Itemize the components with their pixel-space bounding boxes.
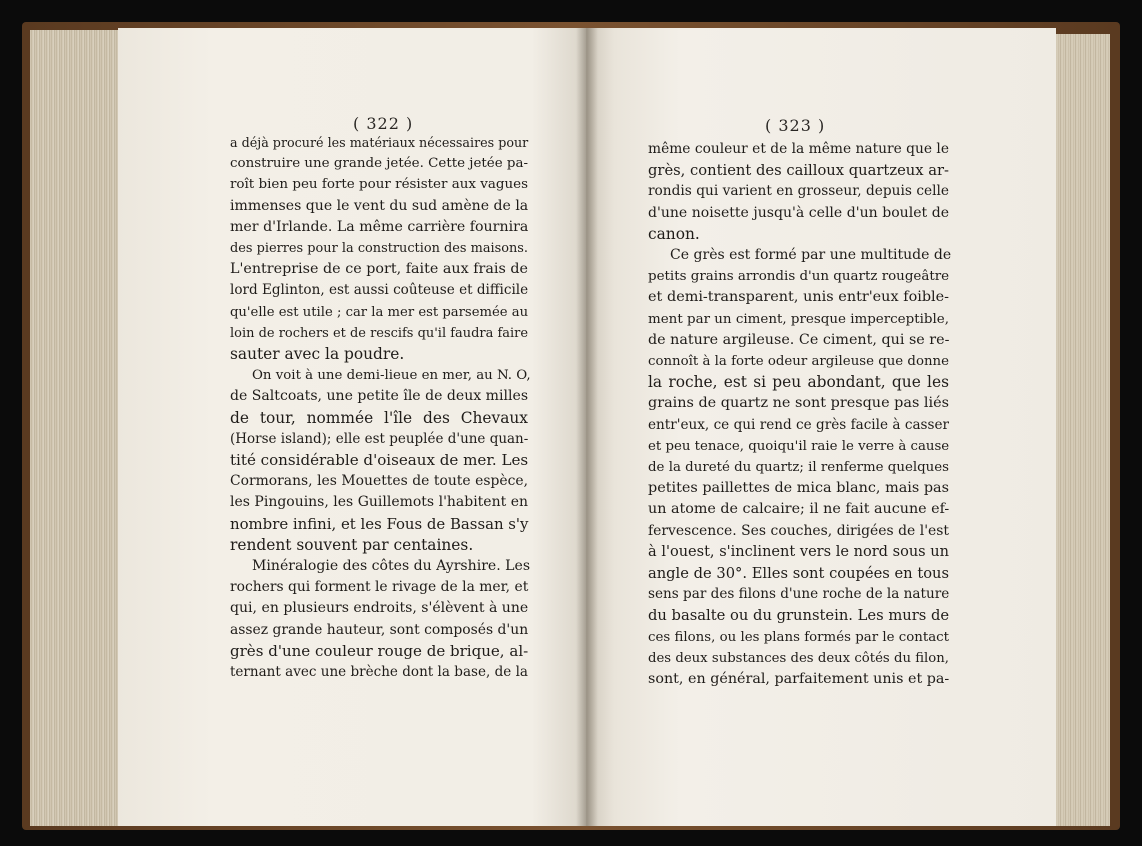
- text-line: qu'elle est utile ; car la mer est parsemée au: [230, 304, 529, 320]
- text-line: grès d'une couleur rouge de brique, al-: [230, 641, 529, 660]
- text-line: On voit à une demi-lieue en mer, au N. O,: [252, 368, 531, 384]
- text-line: Minéralogie des côtes du Ayrshire. Les: [252, 558, 531, 575]
- text-line: de nature argileuse. Ce ciment, qui se re-: [648, 331, 950, 348]
- text-line: assez grande hauteur, sont composés d'un: [230, 621, 529, 638]
- text-line: tité considérable d'oiseaux de mer. Les: [230, 451, 529, 470]
- text-line: Cormorans, les Mouettes de toute espèce,: [230, 473, 528, 490]
- right-page-number: ( 323 ): [765, 116, 826, 135]
- right-page-text: [648, 139, 952, 690]
- text-line: des deux substances des deux côtés du filon,: [648, 650, 949, 666]
- text-line: qui, en plusieurs endroits, s'élèvent à une: [230, 600, 529, 617]
- text-line: de la dureté du quartz; il renferme quelques: [648, 460, 949, 476]
- text-line: rochers qui forment le rivage de la mer, et: [230, 579, 529, 596]
- text-line: connoît à la forte odeur argileuse que donne: [648, 354, 949, 370]
- right-page-edges: [1050, 34, 1110, 826]
- text-line: canon.: [648, 224, 700, 243]
- text-line: lord Eglinton, est aussi coûteuse et difficile: [230, 282, 529, 299]
- text-line: fervescence. Ses couches, dirigées de l'est: [648, 522, 949, 539]
- text-line: sont, en général, parfaitement unis et pa-: [648, 671, 950, 688]
- text-line: de tour, nommée l'île des Chevaux: [230, 408, 528, 427]
- text-line: les Pingouins, les Guillemots l'habitent en: [230, 494, 528, 511]
- left-page-text: [230, 132, 531, 683]
- text-line: Ce grès est formé par une multitude de: [670, 247, 952, 264]
- text-line: nombre infini, et les Fous de Bassan s'y: [230, 514, 529, 533]
- text-line: un atome de calcaire; il ne fait aucune ef-: [648, 501, 950, 518]
- text-line: de Saltcoats, une petite île de deux milles: [230, 388, 529, 405]
- text-line: L'entreprise de ce port, faite aux frais de: [230, 261, 528, 278]
- text-line: grains de quartz ne sont presque pas liés: [648, 395, 949, 412]
- text-line: sens par des filons d'une roche de la nature: [648, 586, 950, 603]
- text-line: a déjà procuré les matériaux nécessaires pour: [230, 135, 529, 150]
- text-line: d'une noisette jusqu'à celle d'un boulet de: [648, 204, 949, 221]
- left-page-number: ( 322 ): [353, 114, 414, 133]
- text-line: même couleur et de la même nature que le: [648, 141, 949, 157]
- text-line: du basalte ou du grunstein. Les murs de: [648, 607, 950, 625]
- text-line: roît bien peu forte pour résister aux vagues: [230, 177, 528, 193]
- text-line: ment par un ciment, presque imperceptible,: [648, 311, 949, 327]
- text-line: construire une grande jetée. Cette jetée pa-: [230, 156, 529, 172]
- text-line: entr'eux, ce qui rend ce grès facile à casser: [648, 416, 949, 433]
- text-line: angle de 30°. Elles sont coupées en tous: [648, 565, 949, 583]
- text-line: à l'ouest, s'inclinent vers le nord sous un: [648, 543, 949, 560]
- text-line: immenses que le vent du sud amène de la: [230, 197, 529, 214]
- text-line: rendent souvent par centaines.: [230, 535, 474, 554]
- text-line: petits grains arrondis d'un quartz rougeâtre: [648, 269, 950, 285]
- text-line: sauter avec la poudre.: [230, 345, 405, 364]
- text-line: petites paillettes de mica blanc, mais pas: [648, 480, 949, 497]
- text-line: et demi-transparent, unis entr'eux foible-: [648, 289, 949, 306]
- text-line: la roche, est si peu abondant, que les: [648, 373, 949, 392]
- book-gutter: [576, 28, 598, 826]
- text-line: et peu tenace, quoiqu'il raie le verre à cause: [648, 438, 950, 454]
- text-line: rondis qui varient en grosseur, depuis celle: [648, 183, 949, 200]
- text-line: mer d'Irlande. La même carrière fournira: [230, 218, 529, 235]
- left-page-edges: [30, 30, 122, 826]
- text-line: des pierres pour la construction des maisons.: [230, 241, 528, 257]
- text-line: ces filons, ou les plans formés par le contact: [648, 629, 949, 645]
- text-line: ternant avec une brèche dont la base, de la: [230, 664, 528, 681]
- text-line: (Horse island); elle est peuplée d'une quan-: [230, 430, 529, 447]
- text-line: loin de rochers et de rescifs qu'il faudra faire: [230, 325, 528, 341]
- text-line: grès, contient des cailloux quartzeux ar-: [648, 162, 949, 180]
